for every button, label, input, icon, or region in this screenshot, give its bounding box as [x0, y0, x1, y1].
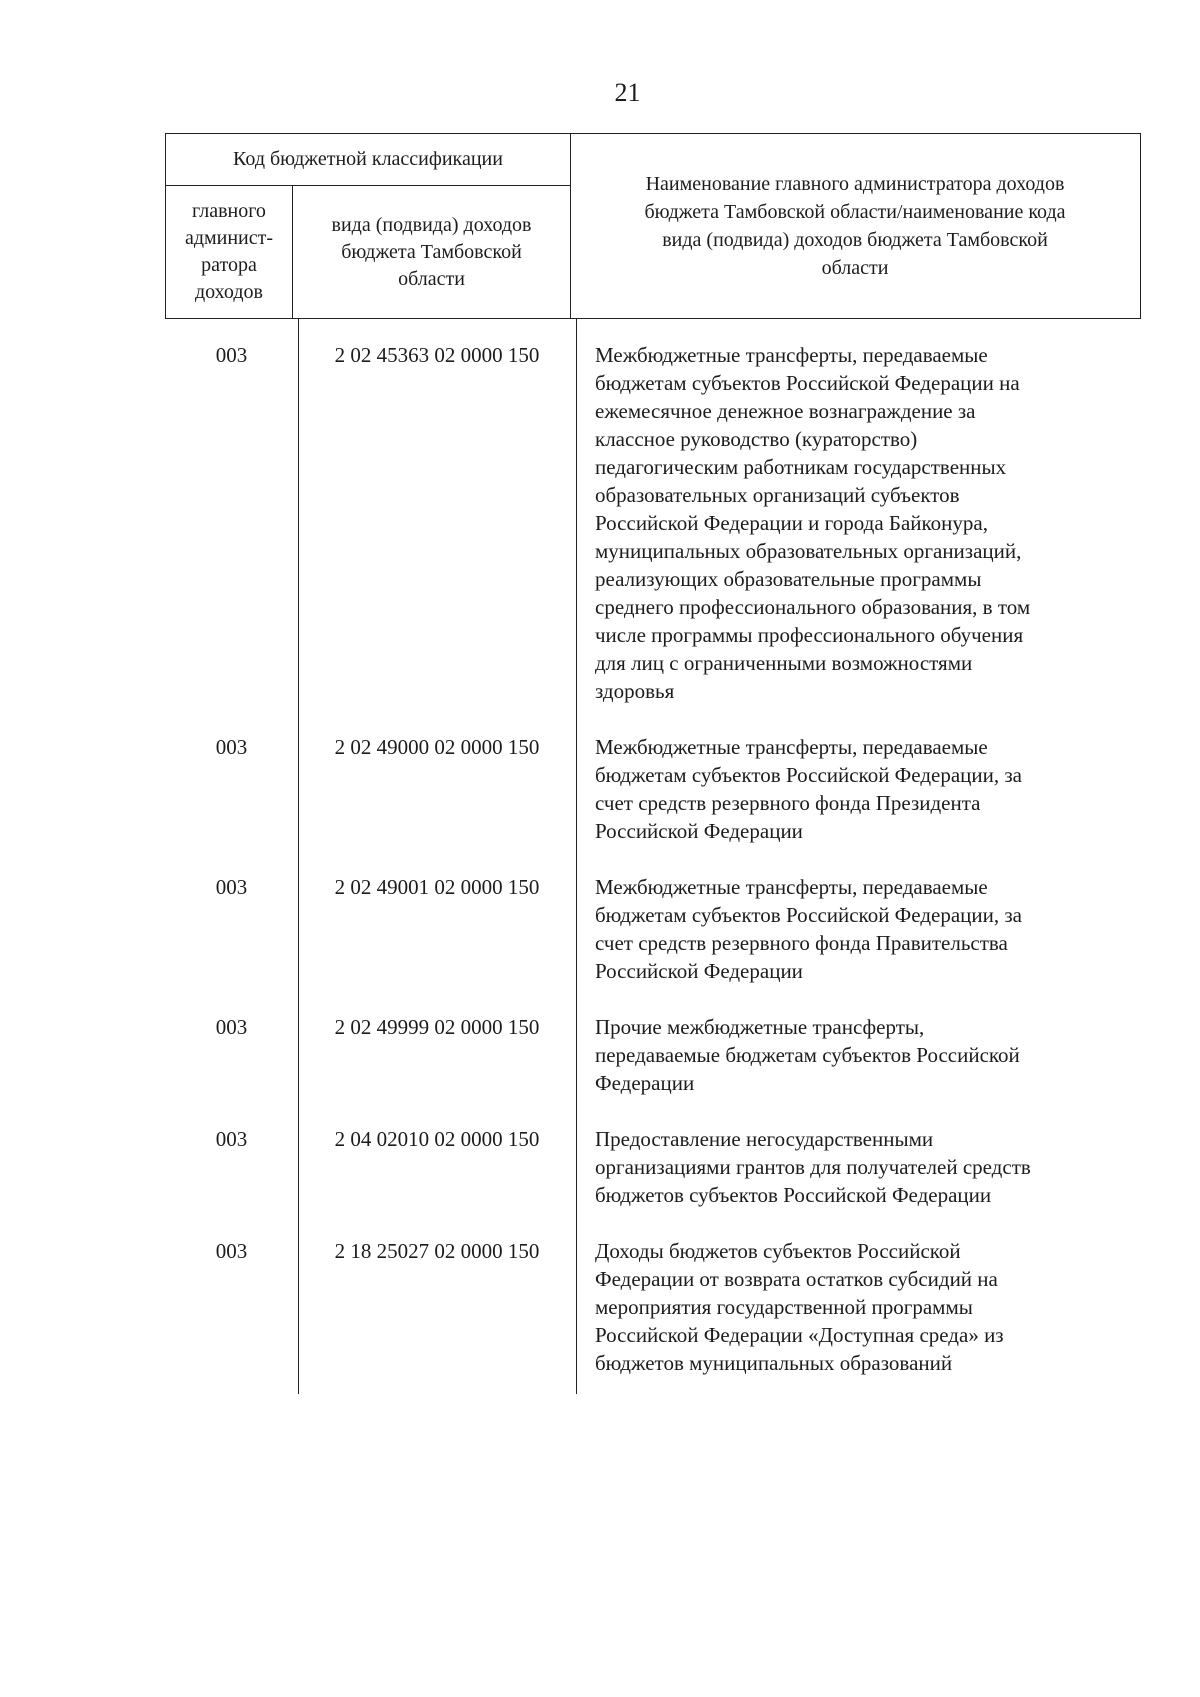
page-number: 21 [614, 78, 641, 107]
header-income-type-code-text: вида (подвида) доходов бюджета Тамбовской области [331, 213, 532, 290]
header-main-administrator [166, 186, 293, 318]
income-code-cell: 2 02 49000 02 0000 150 [334, 735, 540, 759]
header-name-column-text: Наименование главного администратора доходов бюджета Тамбовской области/наименование кода вида (подвида) доходов бюджета Тамбовской области [644, 173, 1066, 279]
admin-code-cell: 003 [215, 343, 248, 367]
header-income-type-code [293, 186, 571, 318]
income-code-cell: 2 02 45363 02 0000 150 [334, 343, 540, 367]
income-name-cell: Межбюджетные трансферты, передаваемые бюджетам субъектов Российской Федерации, за счет средств резервного фонда Правительства Российской Федерации [595, 875, 1022, 983]
income-code-cell: 2 18 25027 02 0000 150 [334, 1239, 540, 1263]
income-code-cell: 2 04 02010 02 0000 150 [334, 1127, 540, 1151]
table-body [165, 319, 1141, 1394]
header-main-administrator-text: главного админист- ратора доходов [184, 200, 274, 303]
header-name-column [571, 134, 1139, 318]
admin-code-cell: 003 [215, 735, 248, 759]
header-budget-classification-code: Код бюджетной классификации [166, 134, 571, 186]
admin-code-cell: 003 [215, 1127, 248, 1151]
admin-code-cell: 003 [215, 1015, 248, 1039]
income-name-cell: Межбюджетные трансферты, передаваемые бюджетам субъектов Российской Федерации, за счет средств резервного фонда Президента Российской Федерации [595, 735, 1022, 843]
column-divider [298, 319, 299, 1394]
table-header [165, 133, 1141, 319]
income-name-cell: Прочие межбюджетные трансферты, передаваемые бюджетам субъектов Российской Федерации [595, 1015, 1020, 1095]
income-code-cell: 2 02 49001 02 0000 150 [334, 875, 540, 899]
income-name-cell: Межбюджетные трансферты, передаваемые бюджетам субъектов Российской Федерации на ежемесячное денежное вознаграждение за классное руководство (кураторство) педагогическим работникам государственных образовательных организаций субъектов Российской Федерации и города Байконура, муниципальных образовательных организаций, реализующих образовательные программы среднего профессионального образования, в том числе программы профессионального обучения для лиц с ограниченными возможностями здоровья [595, 343, 1031, 703]
income-name-cell: Предоставление негосударственными организациями грантов для получателей средств бюджетов субъектов Российской Федерации [595, 1127, 1031, 1207]
admin-code-cell: 003 [215, 875, 248, 899]
income-code-cell: 2 02 49999 02 0000 150 [334, 1015, 540, 1039]
admin-code-cell: 003 [215, 1239, 248, 1263]
column-divider [576, 319, 577, 1394]
income-name-cell: Доходы бюджетов субъектов Российской Федерации от возврата остатков субсидий на мероприятия государственной программы Российской Федерации «Доступная среда» из бюджетов муниципальных образований [595, 1239, 1004, 1375]
